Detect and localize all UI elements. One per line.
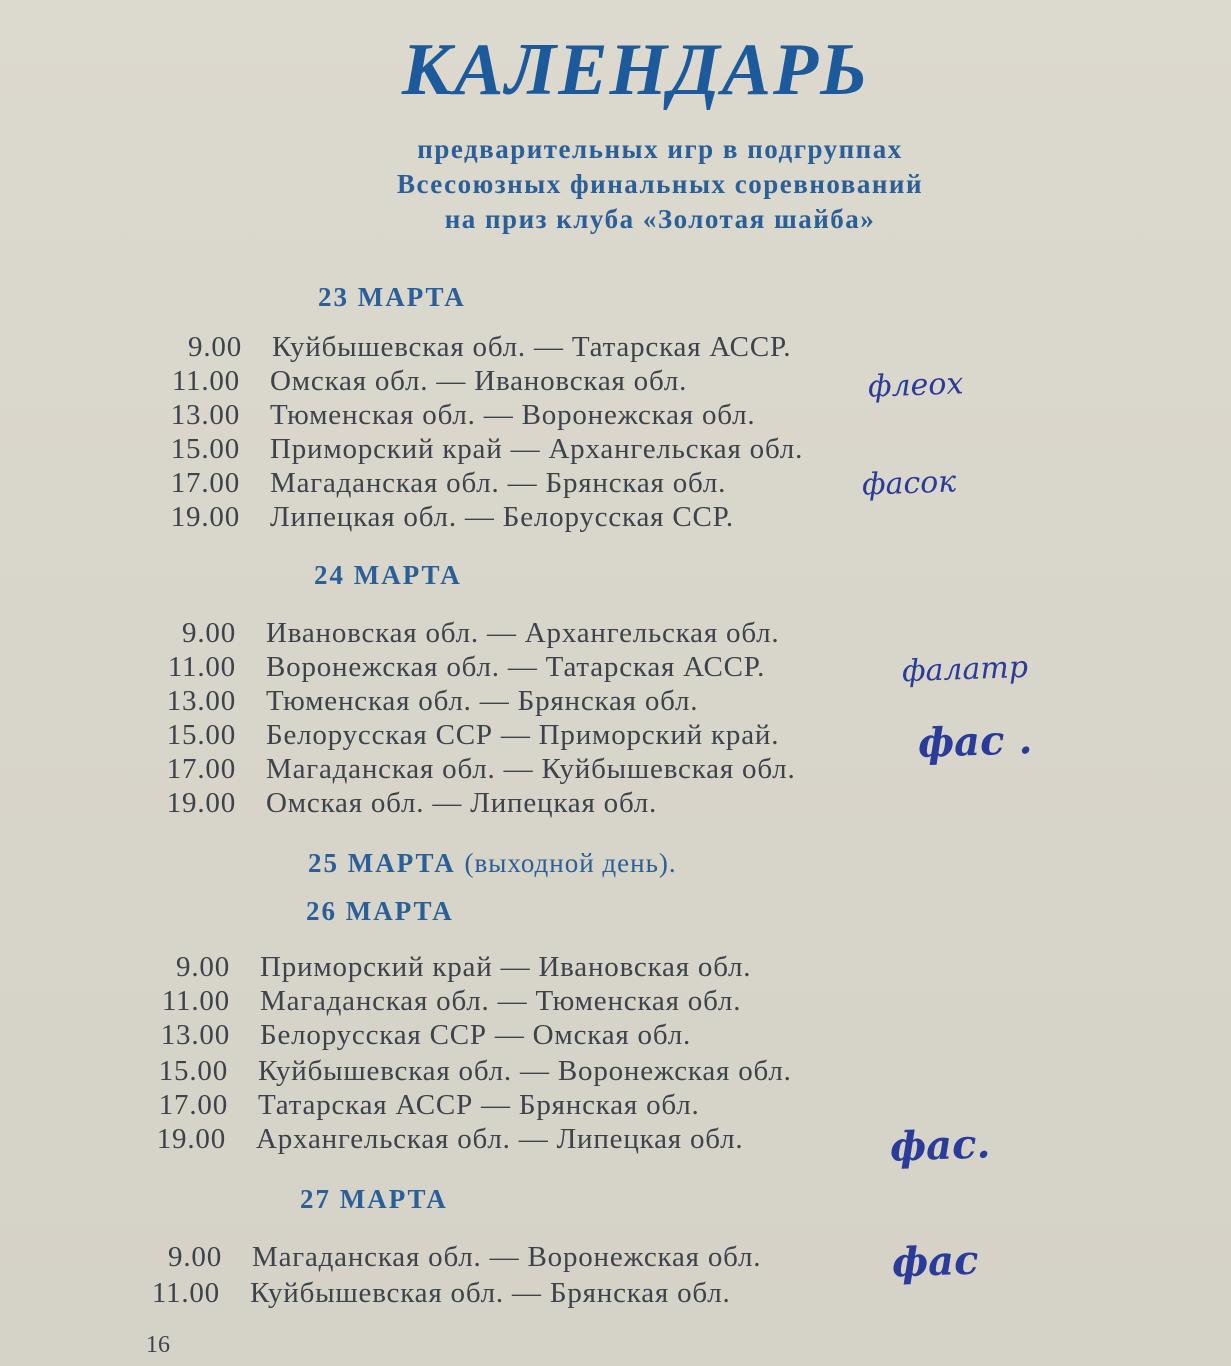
match-teams: Магаданская обл. — Куйбышевская обл. (266, 753, 796, 785)
match-teams: Омская обл. — Липецкая обл. (266, 787, 658, 819)
match-time: 17.00 (166, 753, 236, 785)
match-teams: Куйбышевская обл. — Татарская АССР. (272, 331, 792, 363)
match-teams: Магаданская обл. — Брянская обл. (270, 467, 727, 499)
match-teams: Воронежская обл. — Татарская АССР. (266, 651, 766, 683)
match-teams: Татарская АССР — Брянская обл. (258, 1089, 700, 1121)
match-teams: Ивановская обл. — Архангельская обл. (266, 617, 780, 649)
handwritten-note: флеох (867, 366, 964, 405)
match-time: 19.00 (170, 501, 240, 533)
match-teams: Куйбышевская обл. — Брянская обл. (250, 1277, 731, 1309)
match-teams: Куйбышевская обл. — Воронежская обл. (258, 1055, 792, 1087)
match-teams: Белорусская ССР — Приморский край. (266, 719, 780, 751)
match-time: 11.00 (161, 985, 230, 1017)
day-off-note: (выходной день). (464, 848, 677, 878)
day-date: 25 МАРТА (308, 848, 456, 878)
match-row (140, 950, 1040, 984)
match-teams: Приморский край — Ивановская обл. (260, 951, 752, 983)
match-teams: Белорусская ССР — Омская обл. (260, 1019, 692, 1051)
day-heading-24: 24 МАРТА (314, 560, 462, 590)
match-time: 19.00 (166, 787, 236, 819)
match-time: 11.00 (167, 651, 236, 683)
match-time: 11.00 (171, 365, 240, 397)
match-teams: Липецкая обл. — Белорусская ССР. (270, 501, 734, 533)
match-time: 13.00 (160, 1019, 230, 1051)
match-time: 9.00 (168, 1241, 222, 1273)
match-time: 15.00 (166, 719, 236, 751)
handwritten-note: фасок (861, 464, 957, 503)
match-time: 13.00 (166, 685, 236, 717)
match-time: 9.00 (188, 331, 242, 363)
handwritten-note: фас . (917, 716, 1033, 767)
match-teams: Магаданская обл. — Воронежская обл. (252, 1241, 762, 1273)
page-number: 16 (146, 1332, 170, 1358)
handwritten-note: фас (891, 1236, 980, 1287)
match-row (150, 500, 1050, 534)
match-time: 13.00 (170, 399, 240, 431)
day-heading-23: 23 МАРТА (318, 282, 466, 312)
match-row (152, 330, 1052, 364)
match-time: 11.00 (151, 1277, 220, 1309)
match-time: 17.00 (170, 467, 240, 499)
match-time: 15.00 (170, 433, 240, 465)
match-row (150, 398, 1050, 432)
match-row (146, 616, 1046, 650)
subtitle (330, 132, 990, 237)
match-row (150, 432, 1050, 466)
match-row (138, 1054, 1038, 1088)
subtitle-line-1: предварительных игр в подгруппах (417, 134, 903, 164)
handwritten-note: фас. (889, 1120, 992, 1171)
match-teams: Тюменская обл. — Воронежская обл. (270, 399, 756, 431)
match-teams: Омская обл. — Ивановская обл. (270, 365, 688, 397)
match-row (146, 684, 1046, 718)
day-heading-25 (308, 848, 677, 879)
match-row (140, 1018, 1040, 1052)
match-teams: Магаданская обл. — Тюменская обл. (260, 985, 742, 1017)
match-teams: Тюменская обл. — Брянская обл. (266, 685, 699, 717)
match-time: 15.00 (158, 1055, 228, 1087)
match-time: 19.00 (156, 1123, 226, 1155)
subtitle-line-2: Всесоюзных финальных соревнований (396, 169, 924, 199)
match-teams: Архангельская обл. — Липецкая обл. (256, 1123, 744, 1155)
match-teams: Приморский край — Архангельская обл. (270, 433, 804, 465)
match-row (146, 786, 1046, 820)
match-row (140, 984, 1040, 1018)
match-time: 9.00 (176, 951, 230, 983)
handwritten-note: фалатр (901, 649, 1029, 690)
page-title: КАЛЕНДАРЬ (401, 29, 870, 111)
match-row (138, 1088, 1038, 1122)
match-row (146, 752, 1046, 786)
day-heading-27: 27 МАРТА (300, 1184, 448, 1214)
match-row (146, 718, 1046, 752)
match-time: 9.00 (182, 617, 236, 649)
match-time: 17.00 (158, 1089, 228, 1121)
subtitle-line-3: на приз клуба «Золотая шайба» (444, 204, 876, 234)
day-heading-26: 26 МАРТА (306, 896, 454, 926)
